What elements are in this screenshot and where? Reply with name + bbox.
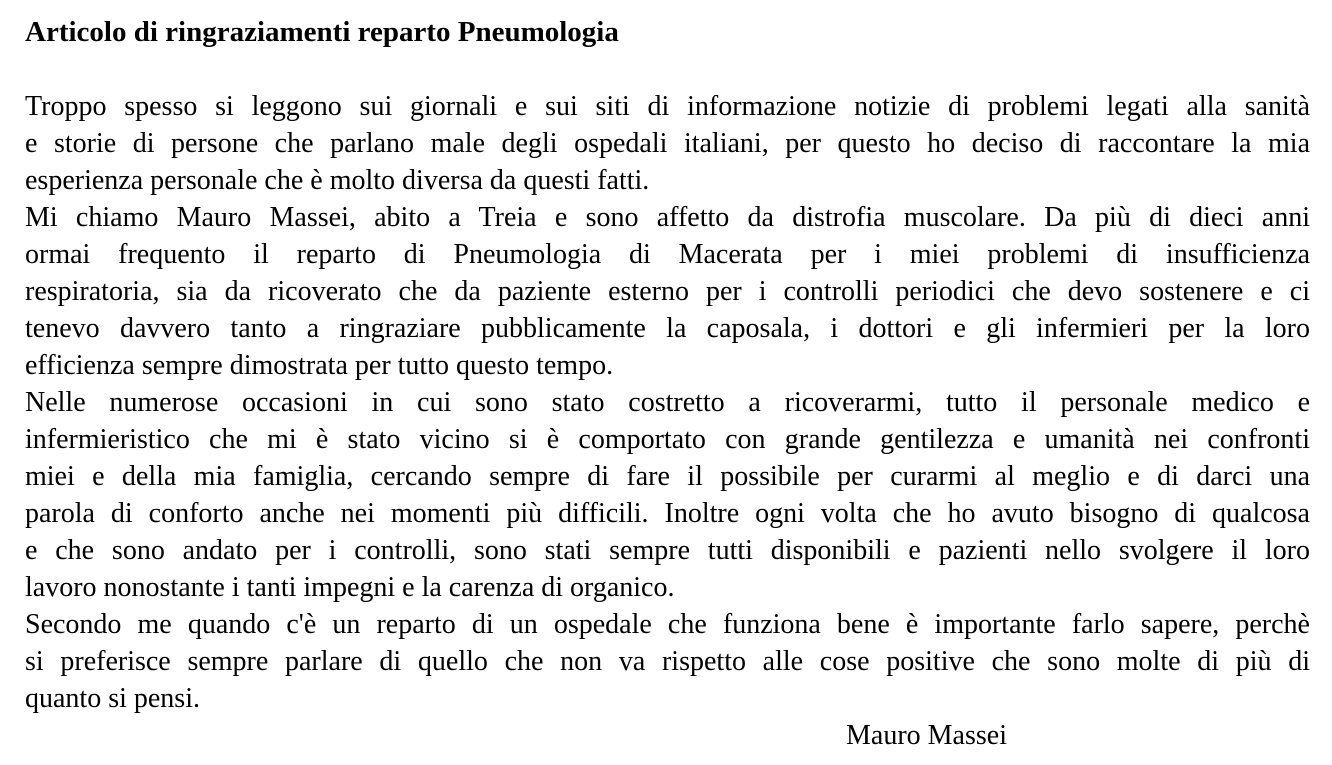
article-body (25, 88, 1310, 717)
text-line: Mi chiamo Mauro Massei, abito a Treia e sono affetto da distrofia muscolare. Da più di dieci anni (25, 202, 1310, 233)
paragraph (25, 199, 1310, 384)
paragraph (25, 88, 1310, 199)
paragraph (25, 606, 1310, 717)
text-line: si preferisce sempre parlare di quello che non va rispetto alle cose positive che sono molte di più di (25, 646, 1310, 677)
text-line: Nelle numerose occasioni in cui sono stato costretto a ricoverarmi, tutto il personale medico e (25, 387, 1310, 418)
text-line: tenevo davvero tanto a ringraziare pubblicamente la caposala, i dottori e gli infermieri per la loro (25, 313, 1310, 344)
text-line: ormai frequento il reparto di Pneumologia di Macerata per i miei problemi di insufficienza (25, 239, 1310, 270)
text-line: quanto si pensi. (25, 683, 200, 714)
text-line: infermieristico che mi è stato vicino si è comportato con grande gentilezza e umanità nei confronti (25, 424, 1310, 455)
text-line: lavoro nonostante i tanti impegni e la carenza di organico. (25, 572, 675, 603)
text-line: Secondo me quando c'è un reparto di un ospedale che funziona bene è importante farlo sapere, perchè (25, 609, 1310, 640)
signature: Mauro Massei (846, 720, 1007, 751)
text-line: miei e della mia famiglia, cercando sempre di fare il possibile per curarmi al meglio e di darci una (25, 461, 1310, 492)
text-line: e che sono andato per i controlli, sono stati sempre tutti disponibili e pazienti nello svolgere il loro (25, 535, 1310, 566)
article-title: Articolo di ringraziamenti reparto Pneumologia (25, 16, 619, 48)
text-line: e storie di persone che parlano male degli ospedali italiani, per questo ho deciso di raccontare la mia (25, 128, 1310, 159)
text-line: parola di conforto anche nei momenti più difficili. Inoltre ogni volta che ho avuto bisogno di qualcosa (25, 498, 1310, 529)
paragraph (25, 384, 1310, 606)
text-line: efficienza sempre dimostrata per tutto questo tempo. (25, 350, 614, 381)
text-line: respiratoria, sia da ricoverato che da paziente esterno per i controlli periodici che devo sostenere e ci (25, 276, 1310, 307)
text-line: Troppo spesso si leggono sui giornali e sui siti di informazione notizie di problemi legati alla sanità (25, 91, 1310, 122)
text-line: esperienza personale che è molto diversa da questi fatti. (25, 165, 650, 196)
